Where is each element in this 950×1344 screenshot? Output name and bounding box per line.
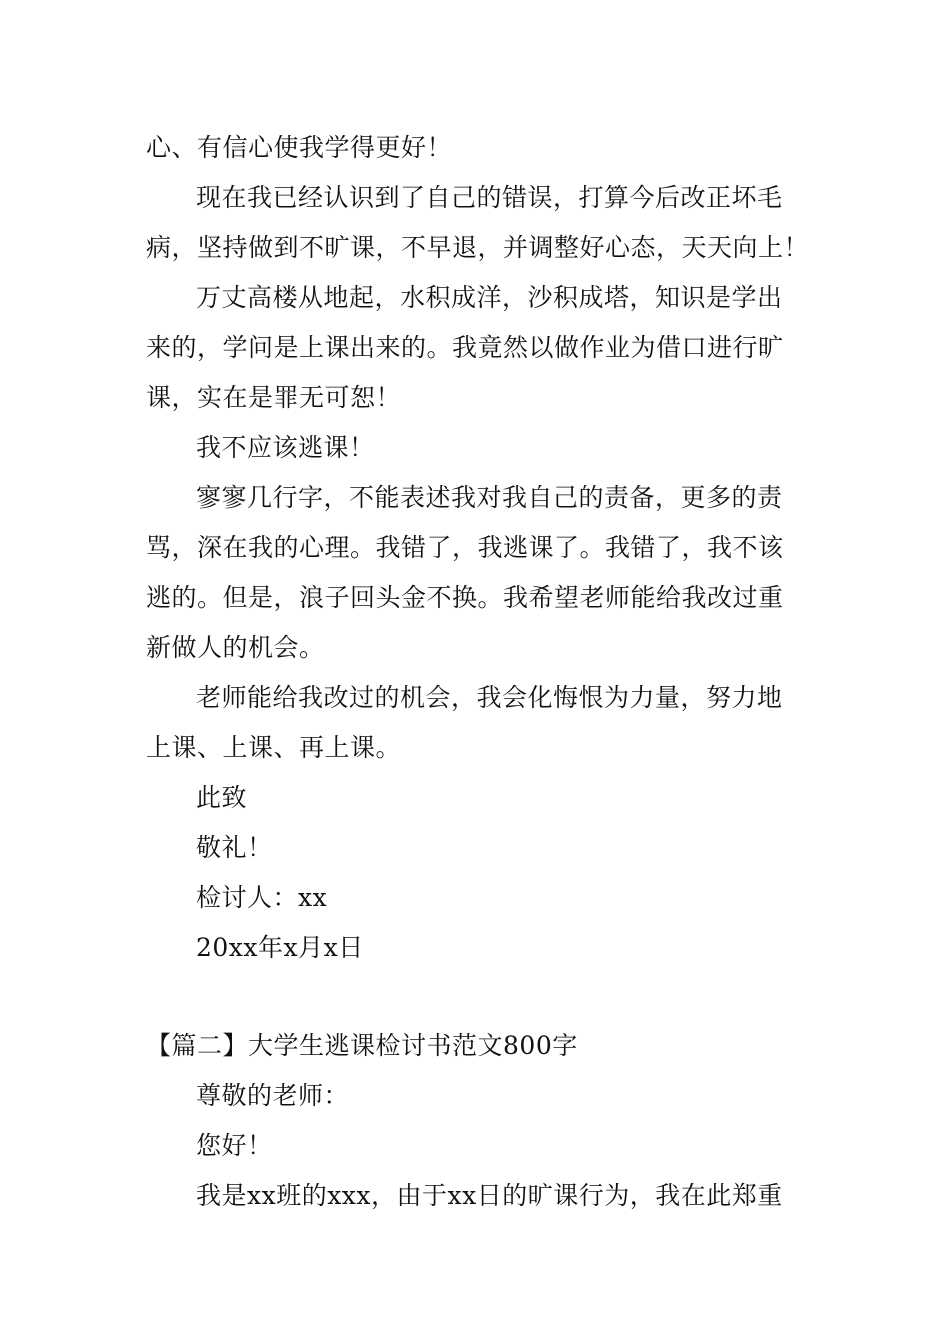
text-line: 课，实在是罪无可恕！ bbox=[146, 383, 402, 412]
salutation: 尊敬的老师： bbox=[196, 1081, 350, 1110]
date-line: 20xx年x月x日 bbox=[196, 933, 364, 962]
greeting: 您好！ bbox=[196, 1131, 273, 1160]
text-line: 病，坚持做到不旷课，不早退，并调整好心态，天天向上！ bbox=[146, 233, 810, 262]
closing-line: 此致 bbox=[196, 783, 248, 812]
paragraph-start: 老师能给我改过的机会，我会化悔恨为力量，努力地 bbox=[196, 683, 783, 712]
paragraph-start: 寥寥几行字，不能表述我对我自己的责备，更多的责 bbox=[196, 483, 783, 512]
text-line: 来的，学问是上课出来的。我竟然以做作业为借口进行旷 bbox=[146, 333, 784, 362]
signature-line: 检讨人：xx bbox=[196, 883, 328, 912]
text-line: 逃的。但是，浪子回头金不换。我希望老师能给我改过重 bbox=[146, 583, 784, 612]
paragraph-start: 我是xx班的xxx，由于xx日的旷课行为，我在此郑重 bbox=[196, 1181, 783, 1210]
paragraph-start: 我不应该逃课！ bbox=[196, 433, 375, 462]
section-heading: 【篇二】大学生逃课检讨书范文800字 bbox=[146, 1031, 578, 1060]
text-line: 心、有信心使我学得更好！ bbox=[146, 133, 453, 162]
paragraph-start: 现在我已经认识到了自己的错误，打算今后改正坏毛 bbox=[196, 183, 783, 212]
text-line: 新做人的机会。 bbox=[146, 633, 325, 662]
paragraph-start: 万丈高楼从地起，水积成洋，沙积成塔，知识是学出 bbox=[196, 283, 783, 312]
text-line: 骂，深在我的心理。我错了，我逃课了。我错了，我不该 bbox=[146, 533, 784, 562]
text-line: 上课、上课、再上课。 bbox=[146, 733, 402, 762]
closing-salute: 敬礼！ bbox=[196, 833, 273, 862]
